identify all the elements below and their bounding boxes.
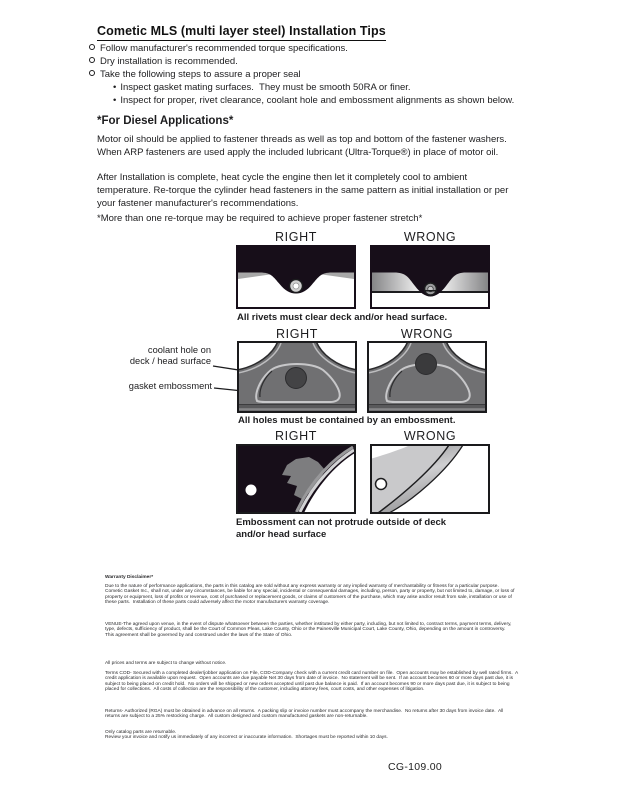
list-item — [89, 55, 519, 68]
terms-paragraph: Terms COD- Secured with a completed dealer/jobber application on File, COD-Company check with a current credit card number on file. Open accounts may be established by well rated firms. A credit application is available upon request. Open accounts are due payable Net 30 days from date of invoice. No statement will be sent. If an account becomes 60 or more days past due, it is subject to being placed on credit hold. No orders will be shipped or new orders accepted until past due balance is paid. If an account becomes 90 or more days past due, it is subject to being placed for collections. All costs of collection are the responsibility of the customer, including attorney fees, court costs, and other expenses of litigation. — [105, 671, 520, 692]
venue-paragraph — [105, 622, 519, 638]
governing-law-text: This agreement shall be governed by and construed under the laws of the State of Ohio. — [105, 632, 293, 638]
right-label: RIGHT — [275, 230, 317, 244]
returns-paragraph: Returns- Authorized (RGA) must be obtained in advance on all returns. A packing slip or invoice number must accompany the merchandise. No returns after 30 days from invoice date. All returns are subject to a 25% restocking charge. All custom designed and custom manufactured gaskets are non-returnable. — [105, 709, 505, 720]
circle-bullet-icon — [89, 44, 95, 50]
list-item — [89, 68, 519, 81]
right-label: RIGHT — [276, 327, 318, 341]
gasket-embossment-callout: gasket embossment — [128, 381, 212, 391]
figure-caption: All rivets must clear deck and/or head surface. — [237, 312, 448, 323]
diesel-paragraph-1: Motor oil should be applied to fastener threads as well as top and bottom of the fastener washers. When ARP fasteners are used apply the included lubricant (Ultra-Torque®) in place of motor oil. — [97, 134, 507, 158]
protrude-right-diagram — [236, 444, 356, 514]
caption-line: Embossment can not protrude outside of deck — [236, 517, 447, 528]
tip-text: Follow manufacturer's recommended torque specifications. — [100, 43, 348, 54]
diesel-paragraph-2: After Installation is complete, heat cycle the engine then let it completely cool to ambient temperature. Re-torque the cylinder head fasteners in the same pattern as initial installation or per your fastener manufacturer's recommendations. — [97, 172, 509, 209]
warranty-heading: Warranty Disclaimer* — [105, 575, 154, 580]
diesel-heading: *For Diesel Applications* — [97, 115, 234, 127]
invoice-review-text: Review your invoice and notify us immediately of any incorrect or inaccurate information. Shortages must be reported within 10 days. — [105, 735, 388, 741]
coolant-hole — [416, 354, 437, 375]
dot-bullet-icon: • — [113, 95, 117, 106]
list-item — [113, 81, 519, 94]
circle-bullet-icon — [89, 70, 95, 76]
page-number: CG-109.00 — [388, 761, 443, 773]
page-title: Cometic MLS (multi layer steel) Installation Tips — [97, 24, 386, 41]
caption-line: and/or head surface — [236, 529, 327, 540]
tip-text: Dry installation is recommended. — [100, 56, 238, 67]
warranty-paragraph: Due to the nature of performance applications, the parts in this catalog are sold without any express warranty or any implied warranty of merchantability or fitness for a particular purpose. Cometic Gasket Inc., shall not, under any circumstances, be liable for any special, incidental or consequential damages, including, person, party or property, but not limited to, damage, or loss of property or equipment, loss of profits or revenue, cost of purchased or replacement goods, or claims of customers of the purchase, which may arise and/or result from sale, installation or use of these parts. Installation of these parts could adversely affect the motor manufacturers warranty coverage. — [105, 584, 516, 605]
diesel-paragraph-3: *More than one re-torque may be required to achieve proper fastener stretch* — [97, 213, 423, 224]
callout-line: deck / head surface — [129, 356, 211, 366]
dot-bullet-icon: • — [113, 82, 117, 93]
bolt-hole — [246, 485, 257, 496]
rivet-right-diagram — [236, 245, 356, 309]
venue-text: VENUE-The agreed upon venue, in the event of dispute whatsoever between the parties, whether instituted by either party, including, but not limited to, contract terms, payment terms, delivery, type, defects, sufficiency of product, shall be the Court of Common Pleas, Lake County, Ohio or the Painesville Municipal Court, Lake County, Ohio, depending on the amount in controversy. — [105, 622, 513, 633]
callout-line: coolant hole on — [147, 345, 211, 355]
wrong-label: WRONG — [403, 230, 457, 244]
figure-caption: All holes must be contained by an embossment. — [238, 415, 456, 426]
wrong-label: WRONG — [403, 429, 457, 443]
circle-bullet-icon — [89, 57, 95, 63]
catalog-parts-text: Only catalog parts are returnable. — [105, 730, 177, 735]
embossment-right-diagram — [237, 341, 357, 413]
bolt-hole — [376, 479, 387, 490]
rivet-wrong-diagram — [370, 245, 490, 309]
coolant-hole — [286, 368, 307, 389]
tip-text: Inspect gasket mating surfaces. They must be smooth 50RA or finer. — [120, 82, 411, 93]
installation-tips-list — [89, 42, 519, 107]
wrong-label: WRONG — [400, 327, 454, 341]
right-label: RIGHT — [275, 429, 317, 443]
protrude-wrong-diagram — [370, 444, 490, 514]
tip-text: Take the following steps to assure a proper seal — [100, 69, 301, 80]
embossment-wrong-diagram — [367, 341, 487, 413]
prices-paragraph: All prices and terms are subject to change without notice. — [105, 661, 227, 666]
deck-edge-over-rivet — [426, 290, 436, 292]
catalog-parts-paragraph — [105, 730, 519, 741]
figure-caption — [236, 517, 446, 541]
list-item — [89, 42, 519, 55]
coolant-hole-callout — [110, 345, 211, 367]
tip-text: Inspect for proper, rivet clearance, coolant hole and embossment alignments as shown below. — [120, 95, 515, 106]
list-item — [113, 94, 519, 107]
rivet-center — [293, 283, 299, 289]
